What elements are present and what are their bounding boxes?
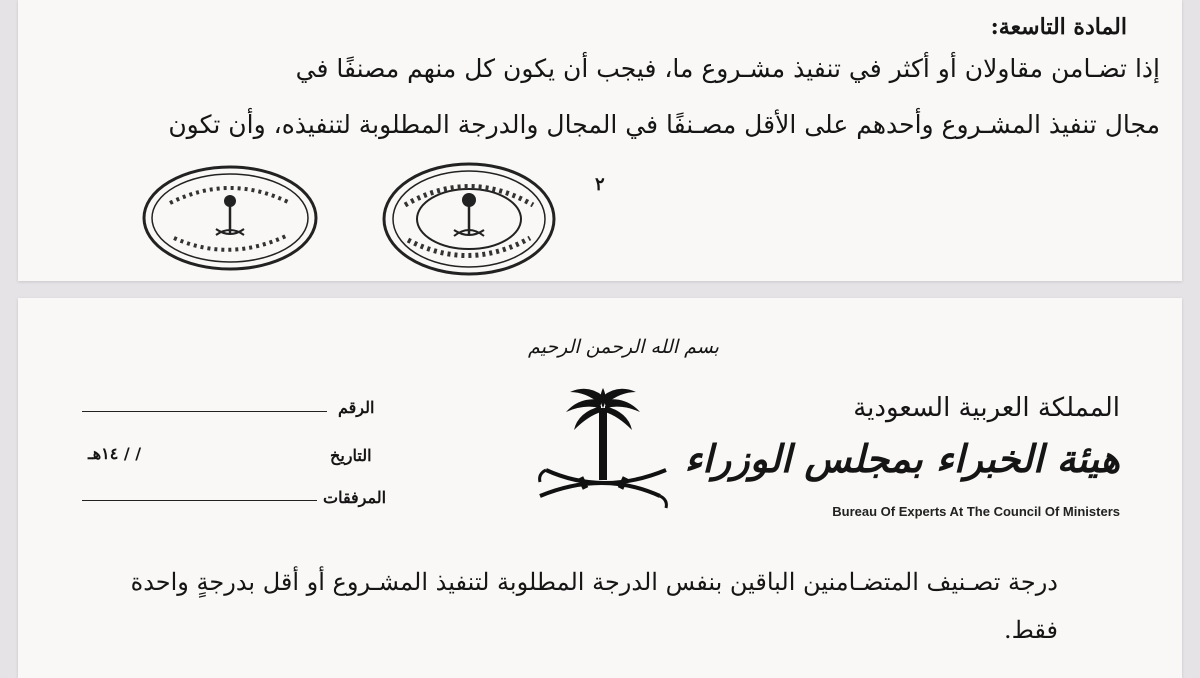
page-number: ٢	[595, 174, 605, 195]
attachments-label: المرفقات	[323, 488, 387, 507]
official-seal-icon	[140, 163, 320, 273]
bureau-name-english: Bureau Of Experts At The Council Of Ministers	[832, 504, 1120, 519]
official-seal-icon	[380, 160, 558, 278]
bureau-name-arabic: هيئة الخبراء بمجلس الوزراء	[684, 436, 1120, 481]
palm-swords-emblem-icon	[528, 378, 678, 523]
paragraph-line: فقط.	[1003, 616, 1058, 644]
number-label: الرقم	[338, 398, 375, 417]
paragraph-line: إذا تضـامن مقاولان أو أكثر في تنفيذ مشـروع ما، فيجب أن يكون كل منهم مصنفًا في	[295, 54, 1160, 83]
attachments-line	[82, 500, 317, 501]
paragraph-line: درجة تصـنيف المتضـامنين الباقين بنفس الدرجة المطلوبة لتنفيذ المشـروع أو أقل بدرجةٍ واحدة	[130, 568, 1058, 596]
document-page-2	[18, 298, 1182, 678]
kingdom-name: المملكة العربية السعودية	[853, 393, 1120, 423]
article-heading: المادة التاسعة:	[990, 14, 1127, 40]
number-line	[82, 411, 327, 412]
basmala-calligraphy: بسم الله الرحمن الرحيم	[528, 336, 719, 358]
paragraph-line: مجال تنفيذ المشـروع وأحدهم على الأقل مصـنفًا في المجال والدرجة المطلوبة لتنفيذه، وأن تكون	[168, 110, 1160, 139]
document-page-1	[18, 0, 1182, 281]
date-value: / / ١٤هـ	[88, 444, 142, 463]
date-label: التاريخ	[330, 446, 372, 465]
